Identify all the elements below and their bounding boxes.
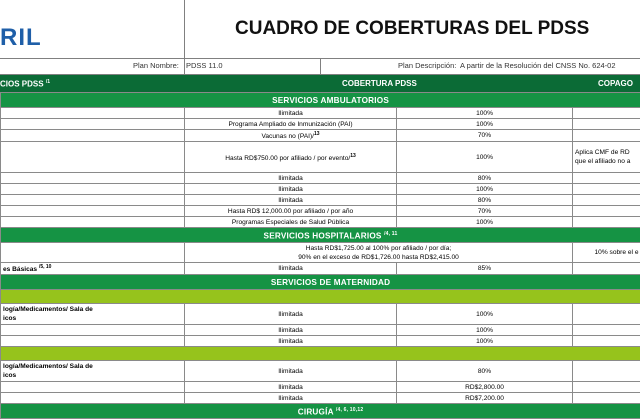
plan-info-bar [0, 58, 640, 75]
plan-name-value: PDSS 11.0 [186, 61, 223, 70]
services-column-header: CIOS PDSS $^{/1}$ [0, 79, 50, 89]
subsection-band [1, 347, 640, 361]
table-row: Ilimitada 100% [1, 336, 640, 347]
table-row: Ilimitada RD$2,800.00 [1, 382, 640, 393]
column-header-bar [0, 75, 640, 92]
table-row: Ilimitada 100% [1, 184, 640, 195]
section-cirugia: CIRUGÍA $^{/4, 6, 10,12}$ [1, 404, 640, 419]
section-maternidad: SERVICIOS DE MATERNIDAD [1, 275, 640, 290]
subsection-band [1, 290, 640, 304]
table-row: logía/Medicamentos/ Sala de icos Ilimitada 80% [1, 361, 640, 382]
table-row: Ilimitada 80% [1, 195, 640, 206]
plan-desc-label: Plan Descripción: [398, 61, 457, 70]
document-title: CUADRO DE COBERTURAS DEL PDSS [235, 18, 590, 39]
table-row: Ilimitada 80% [1, 173, 640, 184]
table-row: Hasta RD$750.00 por afiliado / por evento/$^{13}$ 100% Aplica CMF de RD que el afiliado no a [1, 142, 640, 173]
table-row: Ilimitada 100% [1, 108, 640, 119]
insurer-logo: RIL [0, 24, 42, 51]
table-row: Vacunas no (PAI)/$^{13}$ 70% [1, 130, 640, 142]
table-row: Ilimitada 100% [1, 325, 640, 336]
divider [184, 58, 185, 74]
title-box [184, 0, 640, 58]
coverage-table [0, 92, 640, 419]
plan-desc-value: A partir de la Resolución del CNSS No. 624-02 [460, 61, 616, 70]
table-row: Hasta RD$ 12,000.00 por afiliado / por año 70% [1, 206, 640, 217]
document-header [0, 0, 640, 59]
plan-name-label: Plan Nombre: [133, 61, 179, 70]
section-hospitalarios: SERVICIOS HOSPITALARIOS $^{/4, 11}$ [1, 228, 640, 243]
coverage-column-header: COBERTURA PDSS [342, 79, 417, 88]
table-row: es Básicas $^{/5, 10}$ Ilimitada 85% [1, 263, 640, 275]
section-ambulatorios: SERVICIOS AMBULATORIOS [1, 93, 640, 108]
table-row: logía/Medicamentos/ Sala de icos Ilimitada 100% [1, 304, 640, 325]
table-row: Programa Ampliado de Inmunización (PAI) 100% [1, 119, 640, 130]
table-row: Ilimitada RD$7,200.00 [1, 393, 640, 404]
divider [320, 58, 321, 74]
copay-column-header: COPAGO [598, 79, 633, 88]
table-row: Hasta RD$1,725.00 al 100% por afiliado / por día; 90% en el exceso de RD$1,726.00 hasta RD$2,415.00 10% sobre el e [1, 243, 640, 263]
table-row: Programas Especiales de Salud Pública 100% [1, 217, 640, 228]
